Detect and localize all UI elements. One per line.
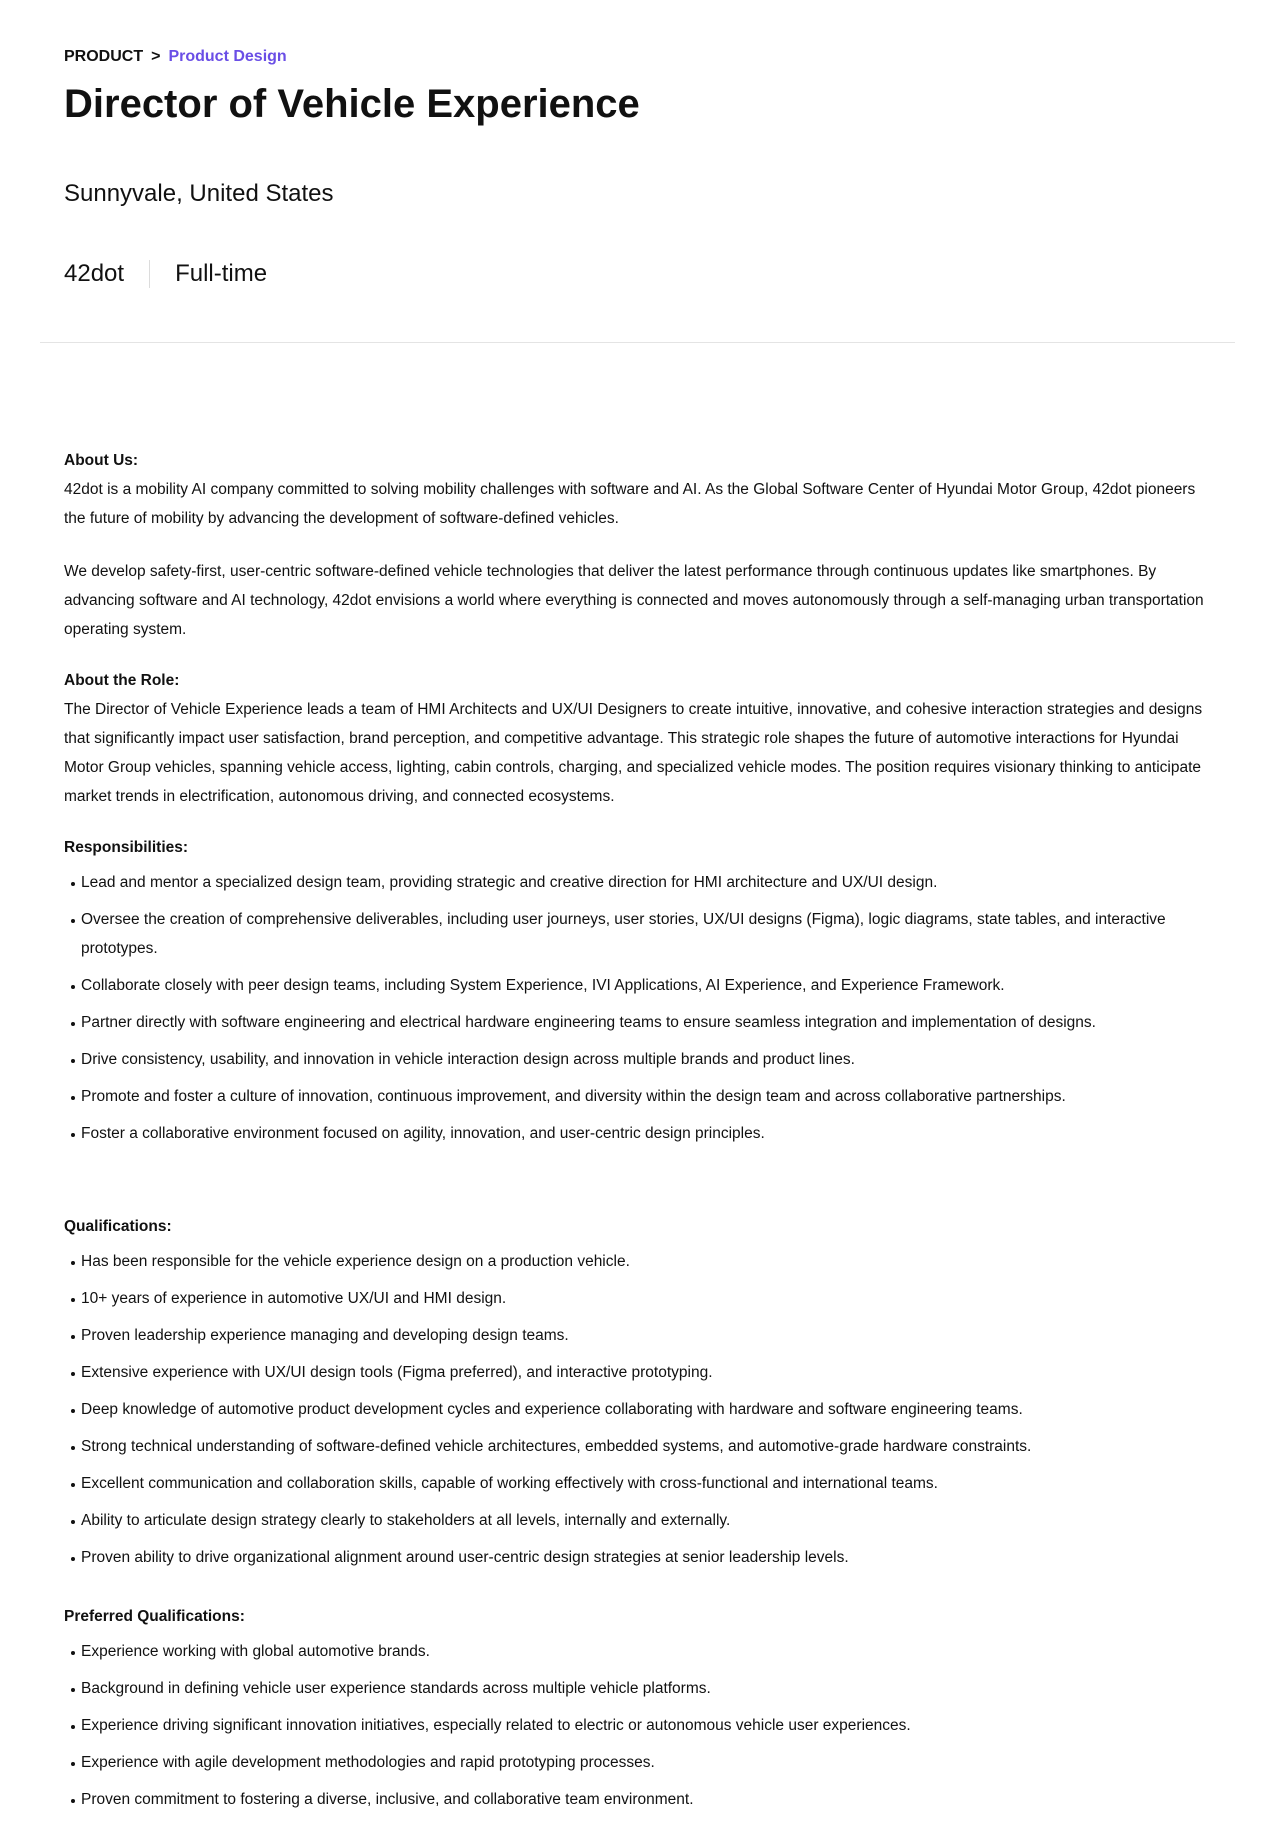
responsibilities-list (64, 868, 1214, 1148)
list-item: Experience driving significant innovation initiatives, especially related to electric or autonomous vehicle user experiences. (64, 1711, 1214, 1740)
preferred-qualifications-list (64, 1637, 1214, 1814)
company-name: 42dot (64, 260, 125, 287)
list-item: Proven commitment to fostering a diverse, inclusive, and collaborative team environment. (64, 1785, 1214, 1814)
about-us-paragraph: 42dot is a mobility AI company committed to solving mobility challenges with software and AI. As the Global Software Center of Hyundai Motor Group, 42dot pioneers the future of mobility by advancing the development of software-defined vehicles. (64, 481, 1196, 527)
about-role-section (64, 666, 1214, 811)
breadcrumb-item-product-design[interactable]: Product Design (168, 48, 287, 65)
employment-type: Full-time (175, 260, 268, 287)
page-title: Director of Vehicle Experience (64, 82, 640, 126)
list-item: Ability to articulate design strategy clearly to stakeholders at all levels, internally and externally. (64, 1506, 1214, 1535)
list-item: Has been responsible for the vehicle experience design on a production vehicle. (64, 1247, 1214, 1276)
header-divider (40, 342, 1235, 343)
job-description (64, 446, 1214, 1822)
list-item: 10+ years of experience in automotive UX/UI and HMI design. (64, 1284, 1214, 1313)
list-item: Strong technical understanding of software-defined vehicle architectures, embedded systems, and automotive-grade hardware constraints. (64, 1432, 1214, 1461)
list-item: Deep knowledge of automotive product development cycles and experience collaborating with hardware and software engineering teams. (64, 1395, 1214, 1424)
section-heading-preferred-qualifications: Preferred Qualifications: (64, 1608, 245, 1625)
job-location: Sunnyvale, United States (64, 180, 334, 207)
section-heading-about-us: About Us: (64, 452, 139, 469)
list-item: Proven ability to drive organizational alignment around user-centric design strategies at senior leadership levels. (64, 1543, 1214, 1572)
list-item: Background in defining vehicle user experience standards across multiple vehicle platforms. (64, 1674, 1214, 1703)
meta-divider (149, 260, 150, 288)
list-item: Extensive experience with UX/UI design tools (Figma preferred), and interactive prototyping. (64, 1358, 1214, 1387)
section-heading-qualifications: Qualifications: (64, 1218, 172, 1235)
qualifications-section (64, 1212, 1214, 1572)
list-item: Foster a collaborative environment focused on agility, innovation, and user-centric design principles. (64, 1119, 1214, 1148)
list-item: Proven leadership experience managing and developing design teams. (64, 1321, 1214, 1350)
list-item: Promote and foster a culture of innovation, continuous improvement, and diversity within the design team and across collaborative partnerships. (64, 1082, 1214, 1111)
list-item: Partner directly with software engineering and electrical hardware engineering teams to ensure seamless integration and implementation of designs. (64, 1008, 1214, 1037)
list-item: Drive consistency, usability, and innovation in vehicle interaction design across multiple brands and product lines. (64, 1045, 1214, 1074)
list-item: Collaborate closely with peer design teams, including System Experience, IVI Applications, AI Experience, and Experience Framework. (64, 971, 1214, 1000)
section-heading-about-role: About the Role: (64, 672, 180, 689)
section-heading-responsibilities: Responsibilities: (64, 839, 189, 856)
qualifications-list (64, 1247, 1214, 1572)
responsibilities-section (64, 833, 1214, 1148)
breadcrumb-item-product[interactable]: PRODUCT (64, 48, 144, 65)
about-us-paragraph: We develop safety-first, user-centric software-defined vehicle technologies that deliver the latest performance through continuous updates like smartphones. By advancing software and AI technology, 42dot envisions a world where everything is connected and moves autonomously through a self-managing urban transportation operating system. (64, 563, 1204, 638)
preferred-qualifications-section (64, 1602, 1214, 1814)
list-item: Lead and mentor a specialized design team, providing strategic and creative direction for HMI architecture and UX/UI design. (64, 868, 1214, 897)
list-item: Experience working with global automotive brands. (64, 1637, 1214, 1666)
breadcrumb (64, 48, 287, 66)
list-item: Excellent communication and collaboration skills, capable of working effectively with cross-functional and international teams. (64, 1469, 1214, 1498)
list-item: Experience with agile development methodologies and rapid prototyping processes. (64, 1748, 1214, 1777)
breadcrumb-separator: > (151, 48, 161, 65)
about-role-paragraph: The Director of Vehicle Experience leads a team of HMI Architects and UX/UI Designers to create intuitive, innovative, and cohesive interaction strategies and designs that significantly impact user satisfaction, brand perception, and competitive advantage. This strategic role shapes the future of automotive interactions for Hyundai Motor Group vehicles, spanning vehicle access, lighting, cabin controls, charging, and specialized vehicle modes. The position requires visionary thinking to anticipate market trends in electrification, autonomous driving, and connected ecosystems. (64, 701, 1203, 805)
about-us-section (64, 446, 1214, 644)
list-item: Oversee the creation of comprehensive deliverables, including user journeys, user stories, UX/UI designs (Figma), logic diagrams, state tables, and interactive prototypes. (64, 905, 1214, 963)
job-meta (64, 258, 267, 290)
